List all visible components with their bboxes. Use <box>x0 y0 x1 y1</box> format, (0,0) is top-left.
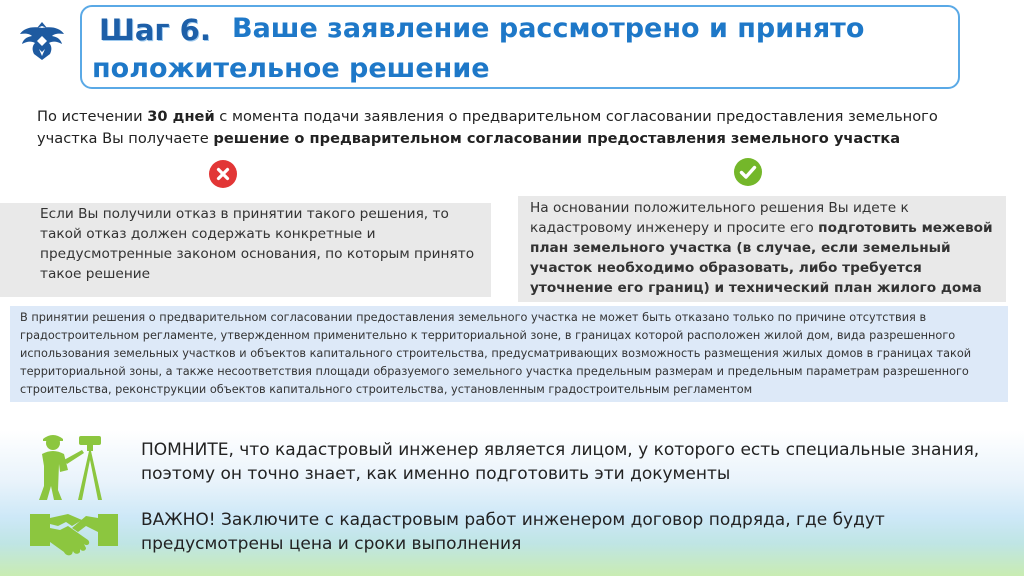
title-box <box>80 5 960 89</box>
legal-note-text: В принятии решения о предварительном согласовании предоставления земельного участка не может быть отказано только по причине отсутствия в градостроительном регламенте, утвержденном применительно к территориальной зоне, в границах которой расположен жилой дом, вида разрешенного использования земельных участков и объектов капитального строительства, предусматривающих возможность размещения жилых домов в границах такой территориальной зоны, а также несоответствия площади образуемого земельного участка предельным размерам и предельным параметрам разрешенного строительства, реконструкции объектов капитального строительства, установленным градостроительным регламентом <box>20 311 972 396</box>
approval-action: подготовить межевой план земельного участка (в случае, если земельный участок необходимо образовать, либо требуется уточнение его границ) и технический план жилого дома <box>530 220 993 296</box>
rejection-text: Если Вы получили отказ в принятии такого решения, то такой отказ должен содержать конкретные и предусмотренные законом основания, по которым принято такое решение <box>40 206 475 282</box>
important-notice: ВАЖНО! Заключите с кадастровым работ инженером договор подряда, где будут предусмотрены цена и сроки выполнения <box>141 510 885 554</box>
step-label: Шаг 6. <box>99 13 211 47</box>
handshake-icon <box>28 506 120 566</box>
approval-card <box>518 196 1006 302</box>
surveyor-icon <box>34 430 110 502</box>
legal-note-box <box>10 306 1008 402</box>
approval-text: На основании положительного решения Вы идете к кадастровому инженеру и просите его <box>530 200 909 236</box>
page-title-line-1: Ваше заявление рассмотрено и принято <box>232 13 865 44</box>
intro-text-2: с момента подачи заявления о предварительном согласовании предоставления земельного участка Вы получаете <box>37 108 938 147</box>
intro-paragraph <box>37 106 997 150</box>
cross-icon <box>209 160 237 188</box>
page-title-line-2: положительное решение <box>92 53 490 84</box>
rejection-card <box>0 203 491 297</box>
intro-days: 30 дней <box>147 108 215 125</box>
check-icon <box>734 158 762 186</box>
rosreestr-eagle-logo-icon <box>18 16 66 66</box>
remember-notice: ПОМНИТЕ, что кадастровый инженер является лицом, у которого есть специальные знания, поэтому он точно знает, как именно подготовить эти документы <box>141 440 980 484</box>
intro-text-1: По истечении <box>37 108 148 125</box>
intro-decision: решение о предварительном согласовании предоставления земельного участка <box>213 130 901 147</box>
